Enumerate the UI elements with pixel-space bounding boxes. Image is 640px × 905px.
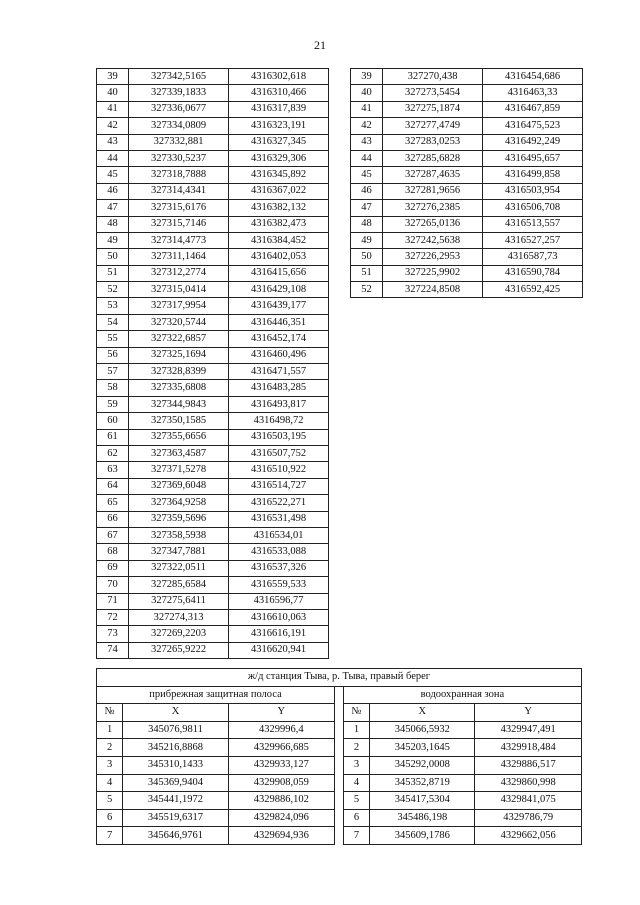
table-row: [97, 380, 329, 396]
coordinate-x: 345369,9404: [123, 774, 228, 792]
coordinate-x: 327350,1585: [129, 413, 229, 429]
coordinate-x: 327339,1833: [129, 85, 229, 101]
coordinate-x: 327355,6656: [129, 429, 229, 445]
column-gap: [335, 704, 344, 722]
coordinate-y: 4316454,686: [483, 69, 583, 85]
point-number: 49: [97, 232, 129, 248]
coordinate-x: 345310,1433: [123, 756, 228, 774]
coordinate-x: 327315,0414: [129, 282, 229, 298]
point-number: 44: [97, 150, 129, 166]
point-number: 40: [351, 85, 383, 101]
coordinate-y: 4329786,79: [475, 809, 582, 827]
coordinate-x: 327320,5744: [129, 314, 229, 330]
table-row: [97, 544, 329, 560]
point-number: 44: [351, 150, 383, 166]
coordinate-x: 327335,6808: [129, 380, 229, 396]
table-row: [97, 642, 329, 658]
table-row: [351, 150, 583, 166]
table-row: [351, 200, 583, 216]
station-title: ж/д станция Тыва, р. Тыва, правый берег: [97, 669, 582, 687]
coordinate-y: 4316345,892: [229, 167, 329, 183]
point-number: 71: [97, 593, 129, 609]
coordinate-x: 327285,6584: [129, 577, 229, 593]
point-number: 7: [343, 827, 369, 845]
table-row: [97, 462, 329, 478]
table-row: [351, 118, 583, 134]
point-number: 65: [97, 495, 129, 511]
table-row: [97, 282, 329, 298]
coordinate-x: 327328,8399: [129, 364, 229, 380]
coordinate-y: 4329886,102: [228, 792, 334, 810]
point-number: 56: [97, 347, 129, 363]
table-row: [97, 298, 329, 314]
table-row: [97, 792, 582, 810]
coordinate-x: 327318,7888: [129, 167, 229, 183]
column-gap: [335, 827, 344, 845]
coordinate-y: 4316616,191: [229, 626, 329, 642]
coordinate-x: 345441,1972: [123, 792, 228, 810]
coordinate-y: 4329662,056: [475, 827, 582, 845]
column-gap: [335, 792, 344, 810]
coordinate-x: 327311,1464: [129, 249, 229, 265]
table-row: [351, 282, 583, 298]
station-coordinates-body: [97, 669, 582, 845]
table-row: [97, 827, 582, 845]
coordinate-y: 4316429,108: [229, 282, 329, 298]
coordinate-x: 327330,5237: [129, 150, 229, 166]
point-number: 1: [343, 721, 369, 739]
point-number: 39: [351, 69, 383, 85]
coordinate-y: 4329947,491: [475, 721, 582, 739]
coordinate-x: 327283,0253: [383, 134, 483, 150]
column-gap: [335, 756, 344, 774]
point-number: 45: [351, 167, 383, 183]
coordinate-y: 4316463,33: [483, 85, 583, 101]
coordinate-y: 4316475,523: [483, 118, 583, 134]
coordinate-y: 4316592,425: [483, 282, 583, 298]
table-row: [97, 593, 329, 609]
coordinate-y: 4316452,174: [229, 331, 329, 347]
coordinate-y: 4316327,345: [229, 134, 329, 150]
point-number: 57: [97, 364, 129, 380]
coordinate-x: 345066,5932: [370, 721, 475, 739]
coordinate-y: 4316514,727: [229, 478, 329, 494]
point-number: 47: [97, 200, 129, 216]
column-gap: [335, 686, 344, 704]
point-number: 46: [97, 183, 129, 199]
coordinate-y: 4316499,858: [483, 167, 583, 183]
coordinate-x: 327325,1694: [129, 347, 229, 363]
table-row: [97, 69, 329, 85]
coordinate-x: 345417,5304: [370, 792, 475, 810]
table-row: [351, 216, 583, 232]
table-row: [97, 101, 329, 117]
point-number: 68: [97, 544, 129, 560]
table-row: [351, 167, 583, 183]
column-header-x: X: [370, 704, 475, 722]
coordinate-x: 327281,9656: [383, 183, 483, 199]
table-row: [97, 183, 329, 199]
coordinate-x: 327276,2385: [383, 200, 483, 216]
table-row: [351, 69, 583, 85]
point-number: 4: [97, 774, 123, 792]
point-number: 4: [343, 774, 369, 792]
coordinate-x: 327274,313: [129, 609, 229, 625]
coordinate-x: 345609,1786: [370, 827, 475, 845]
column-header-y: Y: [475, 704, 582, 722]
point-number: 54: [97, 314, 129, 330]
point-number: 55: [97, 331, 129, 347]
table-row: [97, 445, 329, 461]
coordinate-y: 4329918,484: [475, 739, 582, 757]
column-gap: [335, 739, 344, 757]
point-number: 51: [97, 265, 129, 281]
coordinate-x: 327270,438: [383, 69, 483, 85]
coordinate-x: 327224,8508: [383, 282, 483, 298]
coordinate-x: 345519,6317: [123, 809, 228, 827]
table-row: [97, 167, 329, 183]
point-number: 52: [351, 282, 383, 298]
coordinate-y: 4329694,936: [228, 827, 334, 845]
table-row: [97, 478, 329, 494]
coordinate-y: 4316382,132: [229, 200, 329, 216]
coordinate-y: 4329908,059: [228, 774, 334, 792]
coordinates-table-right: [350, 68, 583, 298]
point-number: 6: [97, 809, 123, 827]
table-row: [351, 101, 583, 117]
coordinate-x: 327359,5696: [129, 511, 229, 527]
coordinate-x: 327226,2953: [383, 249, 483, 265]
coordinate-x: 327312,2774: [129, 265, 229, 281]
coordinate-x: 327334,0809: [129, 118, 229, 134]
coordinate-x: 345292,0008: [370, 756, 475, 774]
coordinate-y: 4316537,326: [229, 560, 329, 576]
coordinate-y: 4316302,618: [229, 69, 329, 85]
coordinate-y: 4316531,498: [229, 511, 329, 527]
coordinate-y: 4329966,685: [228, 739, 334, 757]
table-row: [97, 85, 329, 101]
coordinates-table-left: [96, 68, 329, 659]
coordinate-x: 327242,5638: [383, 232, 483, 248]
point-number: 59: [97, 396, 129, 412]
point-number: 74: [97, 642, 129, 658]
coordinate-y: 4316382,473: [229, 216, 329, 232]
coordinate-x: 345076,9811: [123, 721, 228, 739]
coordinate-y: 4316590,784: [483, 265, 583, 281]
coordinate-y: 4316317,839: [229, 101, 329, 117]
coordinate-y: 4316503,954: [483, 183, 583, 199]
page-number: 21: [314, 38, 326, 52]
coordinate-y: 4329886,517: [475, 756, 582, 774]
point-number: 5: [97, 792, 123, 810]
point-number: 72: [97, 609, 129, 625]
coordinate-x: 327265,0136: [383, 216, 483, 232]
coordinate-x: 327322,6857: [129, 331, 229, 347]
column-gap: [335, 774, 344, 792]
point-number: 48: [351, 216, 383, 232]
table-row: [97, 150, 329, 166]
coordinate-y: 4329933,127: [228, 756, 334, 774]
table-row: [97, 314, 329, 330]
coordinate-x: 327322,0511: [129, 560, 229, 576]
coordinate-y: 4316522,271: [229, 495, 329, 511]
station-title-row: [97, 669, 582, 687]
coordinate-y: 4316460,496: [229, 347, 329, 363]
table-row: [97, 609, 329, 625]
coordinates-table-right-body: [351, 69, 583, 298]
zone-heading-row: [97, 686, 582, 704]
coordinate-x: 345486,198: [370, 809, 475, 827]
coordinate-x: 327315,7146: [129, 216, 229, 232]
coordinate-x: 345352,8719: [370, 774, 475, 792]
coordinate-x: 327363,4587: [129, 445, 229, 461]
table-row: [97, 739, 582, 757]
point-number: 45: [97, 167, 129, 183]
table-row: [97, 560, 329, 576]
coordinate-x: 327275,6411: [129, 593, 229, 609]
point-number: 47: [351, 200, 383, 216]
table-row: [351, 249, 583, 265]
point-number: 7: [97, 827, 123, 845]
table-row: [97, 577, 329, 593]
table-row: [97, 756, 582, 774]
point-number: 43: [351, 134, 383, 150]
point-number: 3: [97, 756, 123, 774]
point-number: 5: [343, 792, 369, 810]
coordinate-y: 4316310,466: [229, 85, 329, 101]
column-gap: [335, 721, 344, 739]
coordinate-y: 4329824,096: [228, 809, 334, 827]
coordinate-x: 327371,5278: [129, 462, 229, 478]
point-number: 2: [343, 739, 369, 757]
coordinate-y: 4316506,708: [483, 200, 583, 216]
point-number: 2: [97, 739, 123, 757]
coordinate-x: 327287,4635: [383, 167, 483, 183]
point-number: 63: [97, 462, 129, 478]
coordinate-x: 327344,9843: [129, 396, 229, 412]
point-number: 53: [97, 298, 129, 314]
point-number: 64: [97, 478, 129, 494]
coordinate-x: 327275,1874: [383, 101, 483, 117]
point-number: 48: [97, 216, 129, 232]
point-number: 52: [97, 282, 129, 298]
coordinate-y: 4316402,053: [229, 249, 329, 265]
coordinate-y: 4316527,257: [483, 232, 583, 248]
point-number: 61: [97, 429, 129, 445]
column-gap: [335, 809, 344, 827]
point-number: 67: [97, 527, 129, 543]
table-row: [97, 429, 329, 445]
column-header-x: X: [123, 704, 228, 722]
point-number: 39: [97, 69, 129, 85]
point-number: 50: [97, 249, 129, 265]
coastal-strip-heading: прибрежная защитная полоса: [97, 686, 335, 704]
coordinate-y: 4316415,656: [229, 265, 329, 281]
coordinate-x: 327342,5165: [129, 69, 229, 85]
point-number: 70: [97, 577, 129, 593]
coordinate-x: 345203,1645: [370, 739, 475, 757]
coordinate-y: 4316492,249: [483, 134, 583, 150]
table-row: [351, 134, 583, 150]
table-row: [351, 183, 583, 199]
table-row: [97, 200, 329, 216]
column-header-row: [97, 704, 582, 722]
coordinate-x: 327315,6176: [129, 200, 229, 216]
point-number: 66: [97, 511, 129, 527]
table-row: [97, 331, 329, 347]
coordinate-y: 4316493,817: [229, 396, 329, 412]
coordinate-y: 4316620,941: [229, 642, 329, 658]
coordinate-x: 327364,9258: [129, 495, 229, 511]
coordinate-y: 4316533,088: [229, 544, 329, 560]
coordinate-y: 4316587,73: [483, 249, 583, 265]
point-number: 1: [97, 721, 123, 739]
coordinates-table-left-body: [97, 69, 329, 659]
coordinate-y: 4316367,022: [229, 183, 329, 199]
coordinate-y: 4316498,72: [229, 413, 329, 429]
point-number: 42: [97, 118, 129, 134]
point-number: 43: [97, 134, 129, 150]
table-row: [97, 774, 582, 792]
point-number: 51: [351, 265, 383, 281]
coordinate-x: 327273,5454: [383, 85, 483, 101]
coordinate-y: 4316503,195: [229, 429, 329, 445]
table-row: [97, 347, 329, 363]
coordinate-y: 4316471,557: [229, 364, 329, 380]
coordinate-x: 327277,4749: [383, 118, 483, 134]
table-row: [351, 232, 583, 248]
coordinate-y: 4316495,657: [483, 150, 583, 166]
point-number: 69: [97, 560, 129, 576]
coordinate-y: 4316534,01: [229, 527, 329, 543]
table-row: [97, 527, 329, 543]
coordinate-x: 345646,9761: [123, 827, 228, 845]
point-number: 62: [97, 445, 129, 461]
coordinate-y: 4316596,77: [229, 593, 329, 609]
coordinate-y: 4316513,557: [483, 216, 583, 232]
point-number: 46: [351, 183, 383, 199]
table-row: [97, 364, 329, 380]
point-number: 73: [97, 626, 129, 642]
coordinate-y: 4316559,533: [229, 577, 329, 593]
table-row: [351, 265, 583, 281]
point-number: 3: [343, 756, 369, 774]
coordinate-y: 4316439,177: [229, 298, 329, 314]
coordinate-x: 345216,8868: [123, 739, 228, 757]
table-row: [97, 809, 582, 827]
coordinate-x: 327269,2203: [129, 626, 229, 642]
coordinate-x: 327317,9954: [129, 298, 229, 314]
column-header-number: №: [97, 704, 123, 722]
table-row: [97, 265, 329, 281]
coordinate-x: 327314,4773: [129, 232, 229, 248]
table-row: [97, 626, 329, 642]
coordinate-x: 327369,6048: [129, 478, 229, 494]
coordinate-y: 4316610,063: [229, 609, 329, 625]
point-number: 40: [97, 85, 129, 101]
column-header-number: №: [343, 704, 369, 722]
coordinate-y: 4329860,998: [475, 774, 582, 792]
point-number: 49: [351, 232, 383, 248]
coordinate-y: 4329996,4: [228, 721, 334, 739]
table-row: [97, 232, 329, 248]
point-number: 58: [97, 380, 129, 396]
table-row: [97, 249, 329, 265]
table-row: [97, 721, 582, 739]
water-protection-zone-heading: водоохранная зона: [343, 686, 581, 704]
coordinate-y: 4316329,306: [229, 150, 329, 166]
coordinate-y: 4316510,922: [229, 462, 329, 478]
coordinate-y: 4316323,191: [229, 118, 329, 134]
column-header-y: Y: [228, 704, 334, 722]
table-row: [97, 216, 329, 232]
point-number: 50: [351, 249, 383, 265]
coordinate-y: 4316483,285: [229, 380, 329, 396]
table-row: [97, 118, 329, 134]
coordinate-x: 327332,881: [129, 134, 229, 150]
coordinate-x: 327285,6828: [383, 150, 483, 166]
table-row: [97, 495, 329, 511]
coordinate-x: 327265,9222: [129, 642, 229, 658]
station-coordinates-table: [96, 668, 582, 845]
coordinate-y: 4329841,075: [475, 792, 582, 810]
table-row: [97, 396, 329, 412]
coordinate-y: 4316446,351: [229, 314, 329, 330]
coordinate-x: 327347,7881: [129, 544, 229, 560]
table-row: [97, 413, 329, 429]
coordinate-y: 4316384,452: [229, 232, 329, 248]
table-row: [97, 511, 329, 527]
coordinate-y: 4316507,752: [229, 445, 329, 461]
point-number: 6: [343, 809, 369, 827]
coordinate-x: 327358,5938: [129, 527, 229, 543]
table-row: [351, 85, 583, 101]
point-number: 41: [97, 101, 129, 117]
point-number: 41: [351, 101, 383, 117]
point-number: 42: [351, 118, 383, 134]
table-row: [97, 134, 329, 150]
coordinate-x: 327314,4341: [129, 183, 229, 199]
coordinate-x: 327336,0677: [129, 101, 229, 117]
coordinate-x: 327225,9902: [383, 265, 483, 281]
coordinate-y: 4316467,859: [483, 101, 583, 117]
point-number: 60: [97, 413, 129, 429]
